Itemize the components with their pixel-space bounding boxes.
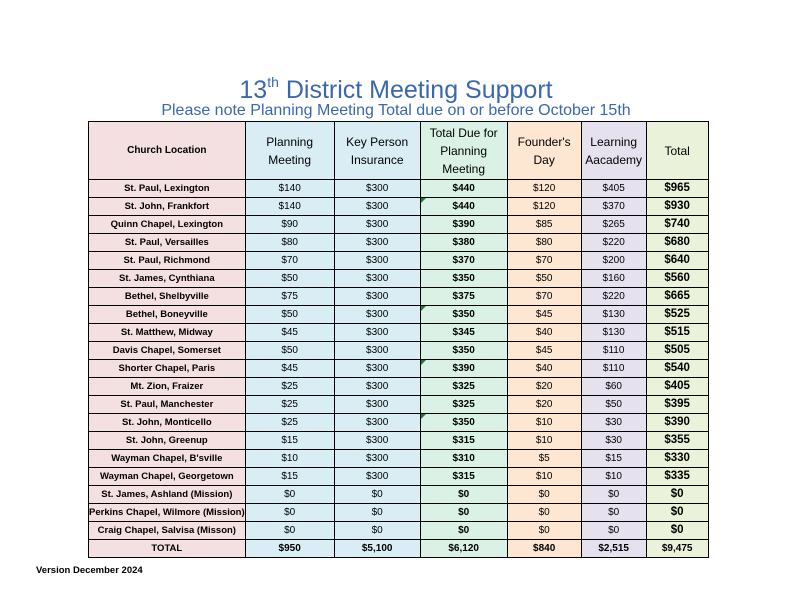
- cell-key-person: $300: [334, 378, 420, 396]
- cell-location: Quinn Chapel, Lexington: [89, 216, 246, 234]
- cell-total-due: $380: [420, 234, 507, 252]
- cell-founders: $45: [507, 342, 581, 360]
- table-row: [89, 234, 709, 252]
- cell-total: $335: [646, 468, 708, 486]
- cell-total: $665: [646, 288, 708, 306]
- total-founders: $840: [507, 540, 581, 558]
- cell-total-due: $370: [420, 252, 507, 270]
- cell-founders: $10: [507, 432, 581, 450]
- cell-total-due: $390: [420, 360, 507, 378]
- cell-total-due: $345: [420, 324, 507, 342]
- cell-location: St. Matthew, Midway: [89, 324, 246, 342]
- cell-learning: $110: [581, 342, 646, 360]
- cell-key-person: $300: [334, 270, 420, 288]
- cell-key-person: $300: [334, 252, 420, 270]
- cell-founders: $10: [507, 414, 581, 432]
- table-row: [89, 486, 709, 504]
- cell-learning: $30: [581, 414, 646, 432]
- cell-learning: $405: [581, 180, 646, 198]
- cell-total-due: $350: [420, 270, 507, 288]
- cell-location: Craig Chapel, Salvisa (Misson): [89, 522, 246, 540]
- cell-learning: $15: [581, 450, 646, 468]
- cell-location: St. John, Greenup: [89, 432, 246, 450]
- cell-learning: $130: [581, 324, 646, 342]
- cell-founders: $20: [507, 378, 581, 396]
- cell-total: $740: [646, 216, 708, 234]
- cell-founders: $40: [507, 324, 581, 342]
- cell-key-person: $300: [334, 216, 420, 234]
- cell-location: Bethel, Shelbyville: [89, 288, 246, 306]
- cell-location: St. James, Ashland (Mission): [89, 486, 246, 504]
- cell-total-due: $315: [420, 432, 507, 450]
- table-row: [89, 270, 709, 288]
- header-total-due: Total Due for Planning Meeting: [420, 122, 507, 180]
- total-location: TOTAL: [89, 540, 246, 558]
- cell-planning: $50: [245, 306, 334, 324]
- cell-total-due: $390: [420, 216, 507, 234]
- cell-key-person: $300: [334, 324, 420, 342]
- cell-planning: $140: [245, 198, 334, 216]
- cell-planning: $80: [245, 234, 334, 252]
- cell-key-person: $0: [334, 486, 420, 504]
- table-row: [89, 288, 709, 306]
- total-total-due: $6,120: [420, 540, 507, 558]
- cell-total-due: $0: [420, 522, 507, 540]
- cell-founders: $10: [507, 468, 581, 486]
- cell-total: $355: [646, 432, 708, 450]
- cell-total: $0: [646, 522, 708, 540]
- cell-key-person: $300: [334, 342, 420, 360]
- cell-location: Mt. Zion, Fraizer: [89, 378, 246, 396]
- cell-location: St. Paul, Versailles: [89, 234, 246, 252]
- header-planning-meeting: Planning Meeting: [245, 122, 334, 180]
- cell-learning: $200: [581, 252, 646, 270]
- total-total: $9,475: [646, 540, 708, 558]
- cell-total: $395: [646, 396, 708, 414]
- header-learning-academy: Learning Aacademy: [581, 122, 646, 180]
- table-row: [89, 396, 709, 414]
- table-row: [89, 252, 709, 270]
- cell-total-due: $0: [420, 504, 507, 522]
- cell-location: Perkins Chapel, Wilmore (Mission): [89, 504, 246, 522]
- cell-total: $515: [646, 324, 708, 342]
- cell-total-due: $350: [420, 414, 507, 432]
- cell-learning: $30: [581, 432, 646, 450]
- cell-key-person: $300: [334, 234, 420, 252]
- cell-total-due: $350: [420, 306, 507, 324]
- table-row: [89, 468, 709, 486]
- cell-location: St. James, Cynthiana: [89, 270, 246, 288]
- cell-total-due: $0: [420, 486, 507, 504]
- cell-planning: $140: [245, 180, 334, 198]
- cell-location: St. Paul, Richmond: [89, 252, 246, 270]
- cell-planning: $50: [245, 270, 334, 288]
- table-row: [89, 450, 709, 468]
- cell-founders: $50: [507, 270, 581, 288]
- cell-founders: $0: [507, 522, 581, 540]
- table-row: [89, 414, 709, 432]
- cell-key-person: $300: [334, 306, 420, 324]
- cell-learning: $10: [581, 468, 646, 486]
- cell-founders: $120: [507, 198, 581, 216]
- cell-founders: $45: [507, 306, 581, 324]
- cell-location: St. John, Frankfort: [89, 198, 246, 216]
- cell-founders: $70: [507, 252, 581, 270]
- cell-key-person: $300: [334, 468, 420, 486]
- total-learning: $2,515: [581, 540, 646, 558]
- cell-total: $390: [646, 414, 708, 432]
- cell-location: Wayman Chapel, Georgetown: [89, 468, 246, 486]
- cell-location: Shorter Chapel, Paris: [89, 360, 246, 378]
- cell-key-person: $300: [334, 288, 420, 306]
- cell-learning: $60: [581, 378, 646, 396]
- cell-planning: $10: [245, 450, 334, 468]
- cell-learning: $160: [581, 270, 646, 288]
- cell-planning: $15: [245, 432, 334, 450]
- cell-total: $0: [646, 486, 708, 504]
- cell-key-person: $300: [334, 198, 420, 216]
- cell-total: $680: [646, 234, 708, 252]
- cell-total: $640: [646, 252, 708, 270]
- cell-total: $540: [646, 360, 708, 378]
- cell-total-due: $375: [420, 288, 507, 306]
- cell-location: Bethel, Boneyville: [89, 306, 246, 324]
- page-title: 13th District Meeting Support: [239, 74, 553, 104]
- cell-total: $505: [646, 342, 708, 360]
- cell-planning: $75: [245, 288, 334, 306]
- cell-total: $525: [646, 306, 708, 324]
- cell-planning: $0: [245, 486, 334, 504]
- cell-founders: $0: [507, 486, 581, 504]
- version-note: Version December 2024: [36, 565, 143, 576]
- cell-learning: $370: [581, 198, 646, 216]
- header-key-person-insurance: Key Person Insurance: [334, 122, 420, 180]
- table-row: [89, 216, 709, 234]
- cell-total-due: $440: [420, 198, 507, 216]
- cell-total: $560: [646, 270, 708, 288]
- page-subtitle: Please note Planning Meeting Total due on or before October 15th: [161, 102, 631, 119]
- cell-location: St. Paul, Manchester: [89, 396, 246, 414]
- cell-key-person: $300: [334, 396, 420, 414]
- table-row: [89, 180, 709, 198]
- cell-key-person: $300: [334, 360, 420, 378]
- cell-planning: $25: [245, 414, 334, 432]
- cell-learning: $50: [581, 396, 646, 414]
- cell-planning: $0: [245, 504, 334, 522]
- header-total: Total: [646, 122, 708, 180]
- header-founders-day: Founder's Day: [507, 122, 581, 180]
- cell-total-due: $315: [420, 468, 507, 486]
- cell-learning: $0: [581, 504, 646, 522]
- table-row: [89, 324, 709, 342]
- table-row: [89, 198, 709, 216]
- cell-learning: $110: [581, 360, 646, 378]
- total-key-person: $5,100: [334, 540, 420, 558]
- cell-founders: $85: [507, 216, 581, 234]
- cell-location: Davis Chapel, Somerset: [89, 342, 246, 360]
- cell-total: $405: [646, 378, 708, 396]
- table-row: [89, 378, 709, 396]
- cell-founders: $80: [507, 234, 581, 252]
- cell-total: $965: [646, 180, 708, 198]
- cell-learning: $0: [581, 486, 646, 504]
- cell-location: St. John, Monticello: [89, 414, 246, 432]
- cell-total-due: $325: [420, 378, 507, 396]
- cell-founders: $40: [507, 360, 581, 378]
- total-planning: $950: [245, 540, 334, 558]
- table-row: [89, 504, 709, 522]
- cell-planning: $90: [245, 216, 334, 234]
- cell-total-due: $350: [420, 342, 507, 360]
- cell-total: $0: [646, 504, 708, 522]
- cell-planning: $45: [245, 324, 334, 342]
- cell-total: $330: [646, 450, 708, 468]
- cell-planning: $0: [245, 522, 334, 540]
- cell-key-person: $300: [334, 432, 420, 450]
- cell-total-due: $440: [420, 180, 507, 198]
- cell-total-due: $325: [420, 396, 507, 414]
- cell-founders: $0: [507, 504, 581, 522]
- totals-row: [89, 540, 709, 558]
- cell-key-person: $300: [334, 414, 420, 432]
- cell-planning: $25: [245, 378, 334, 396]
- cell-founders: $5: [507, 450, 581, 468]
- cell-key-person: $0: [334, 522, 420, 540]
- cell-learning: $130: [581, 306, 646, 324]
- cell-learning: $220: [581, 234, 646, 252]
- cell-planning: $15: [245, 468, 334, 486]
- table-row: [89, 342, 709, 360]
- cell-planning: $50: [245, 342, 334, 360]
- cell-total: $930: [646, 198, 708, 216]
- support-table: [88, 121, 709, 558]
- cell-key-person: $300: [334, 450, 420, 468]
- cell-founders: $70: [507, 288, 581, 306]
- cell-learning: $265: [581, 216, 646, 234]
- cell-founders: $120: [507, 180, 581, 198]
- table-row: [89, 360, 709, 378]
- cell-planning: $25: [245, 396, 334, 414]
- table-row: [89, 432, 709, 450]
- cell-planning: $70: [245, 252, 334, 270]
- header-church-location: Church Location: [89, 122, 246, 180]
- cell-founders: $20: [507, 396, 581, 414]
- cell-key-person: $300: [334, 180, 420, 198]
- cell-location: St. Paul, Lexington: [89, 180, 246, 198]
- table-row: [89, 306, 709, 324]
- header-row: [89, 122, 709, 180]
- cell-total-due: $310: [420, 450, 507, 468]
- cell-location: Wayman Chapel, B'sville: [89, 450, 246, 468]
- cell-key-person: $0: [334, 504, 420, 522]
- cell-learning: $220: [581, 288, 646, 306]
- table-row: [89, 522, 709, 540]
- cell-learning: $0: [581, 522, 646, 540]
- cell-planning: $45: [245, 360, 334, 378]
